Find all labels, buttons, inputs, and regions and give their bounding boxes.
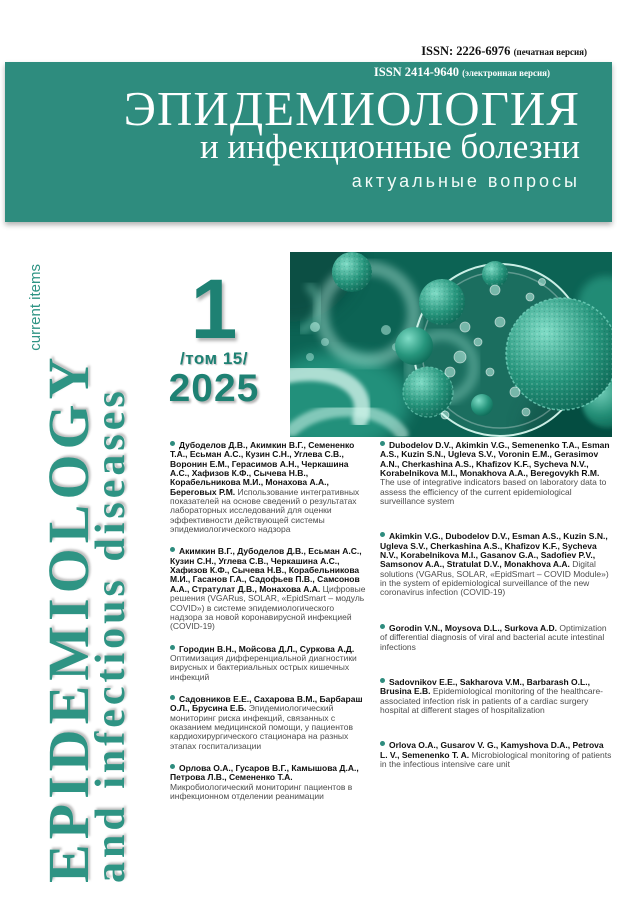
bullet-icon: [170, 441, 175, 446]
article-title: The use of integrative indicators based on laboratory data to assess the efficiency of the current epidemiological surveillance system: [380, 477, 607, 507]
journal-title-group: [123, 81, 580, 192]
bullet-icon: [170, 645, 175, 650]
article-title: Digital solutions (VGARus, SOLAR, «EpidSmart – COVID Module») in the system of epidemiological surveillance of the new coronavirus infection (COVID-19): [380, 559, 609, 598]
article-title: Использование интегративных показателей на основе сведений о результатах лабораторных исследований для оценки эффективности действующей системы эпидемиологического надзора: [170, 486, 360, 535]
toc-article: [170, 695, 368, 751]
article-authors: Sadovnikov E.E., Sakharova V.M., Barbarash O.L., Brusina E.B.: [380, 676, 590, 697]
journal-title-main: ЭПИДЕМИОЛОГИЯ: [123, 81, 580, 136]
article-authors: Dubodelov D.V., Akimkin V.G., Semenenko T.A., Esman A.S., Kuzin S.N., Ugleva S.V., Voronin E.M., Gerasimov A.N., Cherkashina A.S., Khafizov K.F., Sycheva N.V., Korabelnikova M.I., Monakhova A.A., Beregovykh R.M.: [380, 440, 610, 479]
bullet-icon: [380, 441, 385, 446]
article-authors: Дубоделов Д.В., Акимкин В.Г., Семененко Т.А., Есьман А.С., Кузин С.Н., Углева С.В., Воронин Е.М., Герасимов А.Н., Черкашина А.С., Хафизов К.Ф., Сычева Н.В., Корабельникова М.И., Монахова А.А., Береговых Р.М.: [170, 440, 355, 497]
issn-print-suffix: (печатная версия): [513, 47, 587, 57]
article-authors: Gorodin V.N., Moysova D.L., Surkova A.D.: [389, 622, 557, 633]
article-title: Цифровые решения (VGARus, SOLAR, «EpidSmart – модуль COVID») в системе эпидемиологического надзора за новой коронавирусной инфекцией (COVID-19): [170, 583, 366, 632]
issn-print-number: ISSN: 2226-6976: [421, 44, 511, 58]
article-authors: Orlova O.A., Gusarov V. G., Kamyshova D.A., Petrova L. V., Semenenko T. A.: [380, 740, 604, 760]
side-epidemiology-title: EPIDEMIOLOGY: [36, 352, 101, 883]
article-title: Оптимизация дифференциальной диагностики вирусных и бактериальных острых кишечных инфекций: [170, 652, 357, 682]
article-title: Микробиологический мониторинг пациентов в инфекционном отделении реанимации: [170, 781, 353, 801]
issn-online-line: [374, 65, 550, 80]
article-authors: Акимкин В.Г., Дубоделов Д.В., Есьман А.С., Кузин С.Н., Углева С.В., Черкашина А.С., Хафизов К.Ф., Сычева Н.В., Корабельникова М.И., Гасанов Г.А., Садофьев П.В., Самсонов А.А., Стратулат Д.В., Монахова А.А.: [170, 546, 362, 594]
bullet-icon: [380, 741, 385, 746]
toc-article: [380, 441, 612, 506]
bullet-icon: [170, 695, 175, 700]
side-subtitle: and infectious diseases: [88, 387, 135, 883]
side-rotated-block: [28, 258, 168, 883]
toc-article: [380, 624, 612, 652]
article-title: Эпидемиологический мониторинг риска инфекций, связанных с оказанием медицинской помощи, у пациентов кардиохирургического стационара на разных этапах госпитализации: [170, 703, 353, 751]
issue-year: 2025: [168, 367, 260, 411]
article-authors: Akimkin V.G., Dubodelov D.V., Esman A.S., Kuzin S.N., Ugleva S.V., Cherkashina A.S., Khafizov K.F., Sycheva N.V., Korabelnikova M.I., Gasanov G.A., Sadofiev P.V., Samsonov A.A., Stratulat D.V., Monakhova A.A.: [380, 531, 608, 570]
bullet-icon: [380, 624, 385, 629]
toc-article: [170, 764, 368, 801]
issue-number: 1: [190, 262, 238, 356]
journal-title-secondary: и инфекционные болезни: [200, 127, 580, 166]
table-of-contents: [170, 441, 612, 814]
issn-online-number: ISSN 2414-9640: [373, 65, 459, 79]
journal-title-tagline: актуальные вопросы: [351, 171, 580, 191]
issn-print-line: [421, 44, 587, 59]
side-vertical-title: [28, 258, 168, 883]
issue-volume: /том 15/: [180, 349, 248, 369]
article-title: Microbiological monitoring of patients in the infectious intensive care unit: [380, 749, 612, 769]
bullet-icon: [380, 678, 385, 683]
bullet-icon: [170, 547, 175, 552]
toc-article: [380, 678, 612, 715]
article-authors: Садовников Е.Е., Сахарова В.М., Барбараш О.Л., Брусина Е.Б.: [170, 693, 363, 714]
article-authors: Городин В.Н., Мойсова Д.Л., Суркова А.Д.: [179, 643, 355, 654]
toc-article: [380, 532, 612, 597]
masthead-band: [5, 62, 612, 222]
issue-block: [166, 262, 262, 411]
toc-article: [170, 645, 368, 682]
bullet-icon: [170, 764, 175, 769]
toc-article: [170, 547, 368, 631]
bacteria-microscopy-image: [290, 252, 612, 437]
toc-article: [380, 741, 612, 769]
issn-online-suffix: (электронная версия): [462, 68, 550, 78]
side-current-items: current items: [27, 264, 44, 351]
toc-column-russian: [170, 441, 368, 814]
article-authors: Орлова О.А., Гусаров В.Г., Камышова Д.А., Петрова Л.В., Семененко Т.А.: [170, 762, 359, 783]
toc-column-english: [380, 441, 612, 814]
bullet-icon: [380, 532, 385, 537]
toc-article: [170, 441, 368, 534]
article-title: Epidemiological monitoring of the healthcare-associated infection risk in patients of a cardiac surgery hospital at different stages of hospitalization: [380, 686, 604, 715]
article-title: Optimization of differential diagnosis of viral and bacterial acute intestinal infections: [380, 622, 607, 652]
